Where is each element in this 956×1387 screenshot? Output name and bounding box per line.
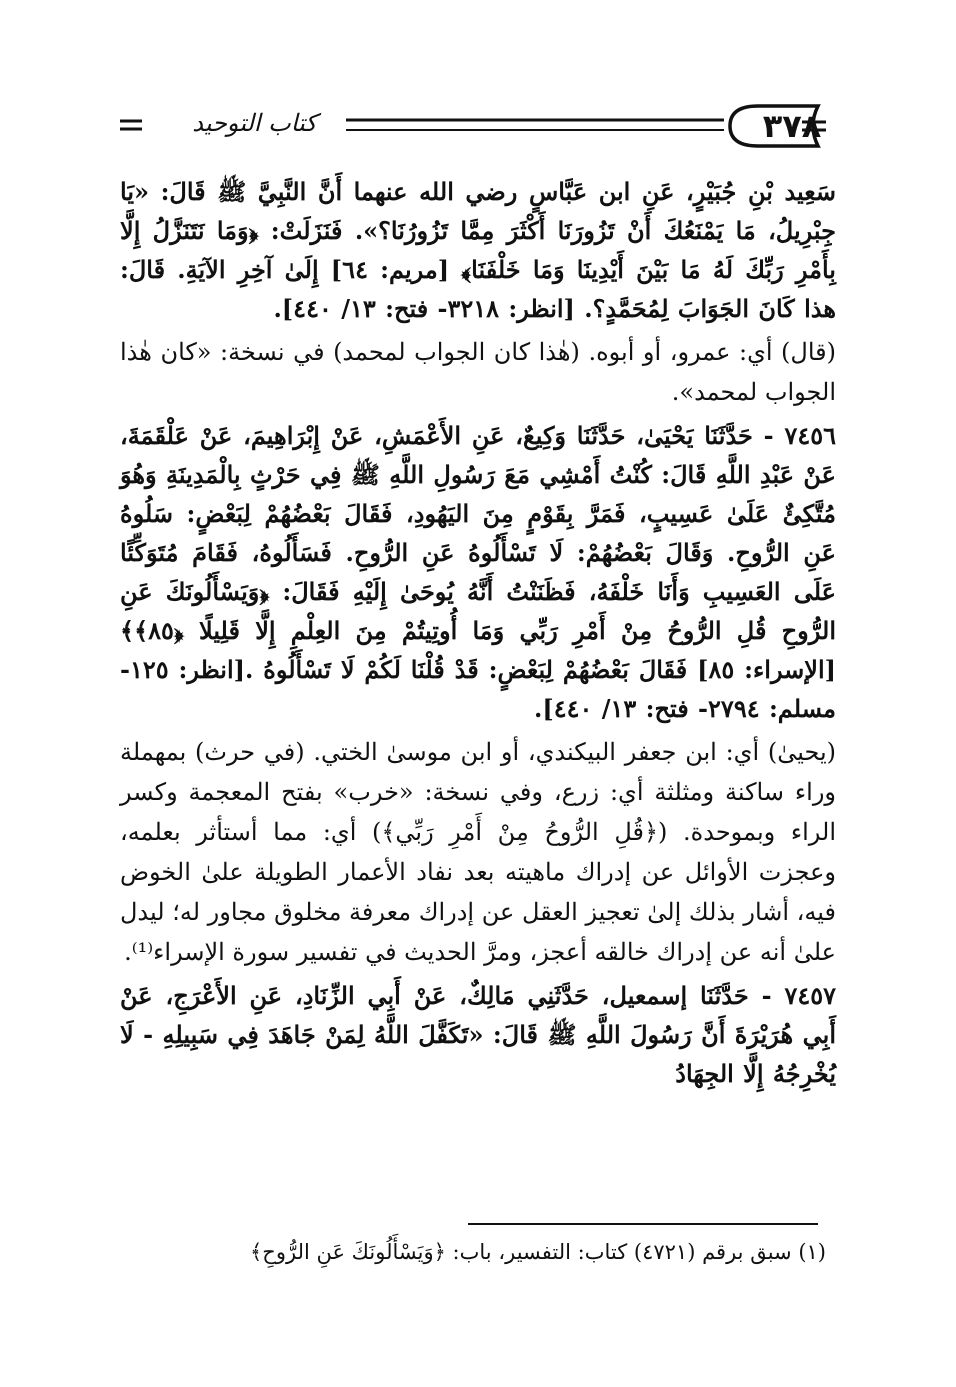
hadith-text: ٧٤٥٧ - حَدَّثَنَا إسمعيل، حَدَّثَنِي مَالِكٌ، عَنْ أَبِي الزِّنَادِ، عَنِ الأَعْرَجِ، عَنْ أَبِي هُرَيْرَةَ أَنَّ رَسُولَ اللَّهِ ﷺ قَالَ: «تَكَفَّلَ اللَّهُ لِمَنْ جَاهَدَ فِي سَبِيلِهِ - لَا يُخْرِجُهُ إِلَّا الجِهَادُ — [120, 981, 836, 1088]
footnote: (١) سبق برقم (٤٧٢١) كتاب: التفسير، باب: ﴿وَيَسْأَلُونَكَ عَنِ الرُّوحِ﴾ — [249, 1240, 826, 1264]
page-number: ٣٧٨ — [762, 107, 822, 145]
commentary-text: (قال) أي: عمرو، أو أبوه. (هٰذا كان الجواب لمحمد) في نسخة: «كان هٰذا الجواب لمحمد». — [120, 338, 836, 406]
page-header — [118, 100, 826, 152]
commentary-text: (يحيىٰ) أي: ابن جعفر البيكندي، أو ابن موسىٰ الختي. (في حرث) بمهملة وراء ساكنة ومثلثة أي: زرع، وفي نسخة: «خرب» بفتح المعجمة وكسر الراء وبموحدة. (﴿قُلِ الرُّوحُ مِنْ أَمْرِ رَبِّي﴾) أي: مما أستأثر بعلمه، وعجزت الأوائل عن إدراك ماهيته بعد نفاد الأعمار الطويلة علىٰ الخوض فيه، أشار بذلك إلىٰ تعجيز العقل عن إدراك معرفة مخلوق مجاور له؛ ليدل علىٰ أنه عن إدراك خالقه أعجز، ومرَّ الحديث في تفسير سورة الإسراء⁽¹⁾. — [119, 738, 837, 966]
footnote-separator — [468, 1223, 818, 1225]
hadith-text: ٧٤٥٦ - حَدَّثَنَا يَحْيَىٰ، حَدَّثَنَا وَكِيعٌ، عَنِ الأَعْمَشِ، عَنْ إِبْرَاهِيمَ، عَنْ عَلْقَمَةَ، عَنْ عَبْدِ اللَّهِ قَالَ: كُنْتُ أَمْشِي مَعَ رَسُولِ اللَّهِ ﷺ فِي حَرْثٍ بِالْمَدِينَةِ وَهُوَ مُتَّكِئٌ عَلَىٰ عَسِيبٍ، فَمَرَّ بِقَوْمٍ مِنَ اليَهُودِ، فَقَالَ بَعْضُهُمْ لِبَعْضٍ: سَلُوهُ عَنِ الرُّوحِ. وَقَالَ بَعْضُهُمْ: لَا تَسْأَلُوهُ عَنِ الرُّوحِ. فَسَأَلُوهُ، فَقَامَ مُتَوَكِّئًا عَلَى العَسِيبِ وَأَنَا خَلْفَهُ، فَظَنَنْتُ أَنَّهُ يُوحَىٰ إِلَيْهِ فَقَالَ: ﴿وَيَسْأَلُونَكَ عَنِ الرُّوحِ قُلِ الرُّوحُ مِنْ أَمْرِ رَبِّي وَمَا أُوتِيتُمْ مِنَ العِلْمِ إِلَّا قَلِيلًا ﴿٨٥﴾﴾ [الإسراء: ٨٥] فَقَالَ بَعْضُهُمْ لِبَعْضٍ: قَدْ قُلْنَا لَكُمْ لَا تَسْأَلُوهُ .[انظر: ١٢٥- مسلم: ٢٧٩٤- فتح: ١٣/ ٤٤٠]. — [120, 421, 837, 723]
running-book-title: كتاب التوحيد — [192, 109, 317, 137]
hadith-text: سَعِيد بْنِ جُبَيْرٍ، عَنِ ابن عَبَّاسٍ رضي الله عنهما أَنَّ النَّبِيَّ ﷺ قَالَ: «يَا جِبْرِيلُ، مَا يَمْنَعُكَ أَنْ تَزُورَنَا أَكْثَرَ مِمَّا تَزُورُنَا؟». فَنَزَلَتْ: ﴿وَمَا نَتَنَزَّلُ إِلَّا بِأَمْرِ رَبِّكَ لَهُ مَا بَيْنَ أَيْدِينَا وَمَا خَلْفَنَا﴾ [مريم: ٦٤] إِلَىٰ آخِرِ الآيَةِ. قَالَ: هذا كَانَ الجَوَابَ لِمُحَمَّدٍ؟. [انظر: ٣٢١٨- فتح: ١٣/ ٤٤٠]. — [120, 177, 836, 323]
page-body — [120, 172, 836, 1093]
